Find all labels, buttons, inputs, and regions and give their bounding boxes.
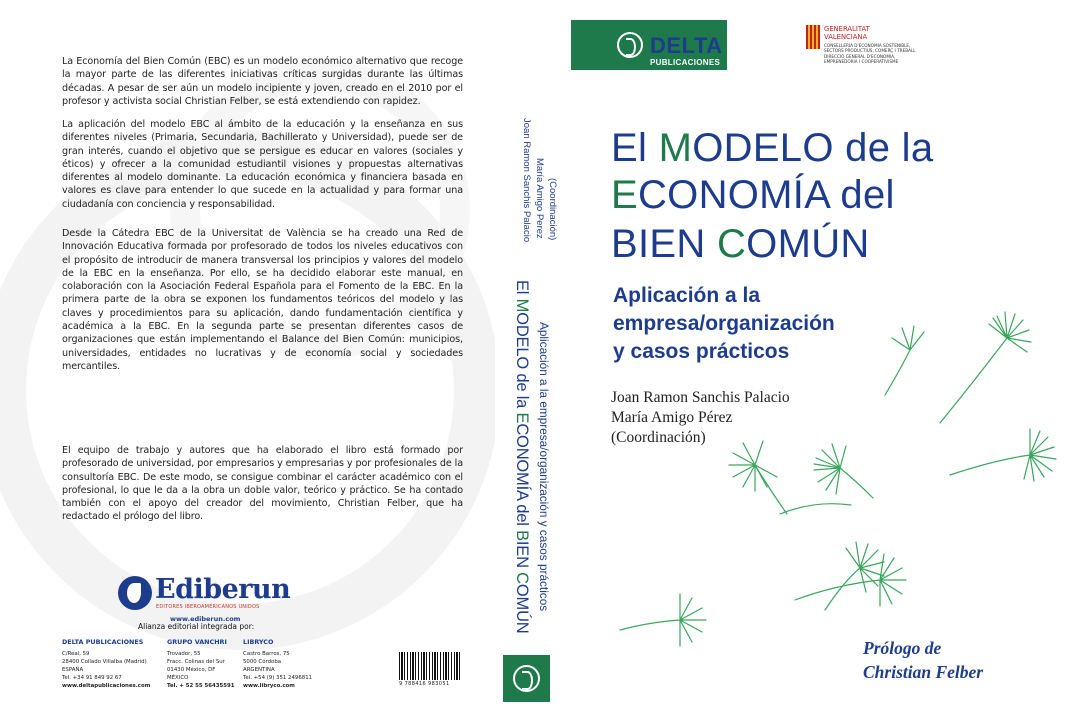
partner-line: ESPAÑA [62, 667, 84, 673]
partner-web: www.deltapublicaciones.com [62, 683, 151, 689]
partner-line: ARGENTINA [243, 667, 275, 673]
seed-pappus [680, 594, 706, 646]
partner-delta [62, 638, 150, 690]
partner-web: Tel. + 52 55 56435591 [167, 683, 235, 689]
dandelion-seed-illustration [555, 300, 1074, 722]
generalitat-emblem-icon [806, 25, 820, 49]
prologue-line-2: Christian Felber [863, 662, 984, 682]
partner-line: MÉXICO [167, 675, 189, 681]
seed-pappus [729, 441, 777, 491]
back-paragraph-4: El equipo de trabajo y autores que ha elaborado el libro está formado por profesorado de universidad, por empresarios y empresarias y por profesionales de la consultoría EBC. De este modo, se consigue combinar el carácter académico con el profesional, lo que le da a la obra un doble valor, teórico y práctico. Se ha contado también con el apoyo del creador del movimiento, Christian Felber, que ha redactado el prólogo del libro. [62, 445, 463, 523]
ediberun-name: Ediberun [155, 574, 291, 605]
barcode [399, 652, 461, 680]
title-part: M [658, 126, 693, 170]
seed-stem [620, 620, 680, 630]
spine-title-part: El [513, 280, 531, 299]
spine-title-part: C [513, 572, 531, 584]
partner-line: Tel. +34 91 849 92 67 [62, 675, 122, 681]
spine-title [512, 280, 531, 634]
partner-web: www.libryco.com [243, 683, 295, 689]
seed-stem [840, 468, 873, 498]
title-part: OMÚN [746, 222, 870, 266]
author-2: María Amigo Pérez [611, 409, 733, 426]
title-part: C [716, 222, 747, 266]
partner-name: GRUPO VANCHRI [167, 638, 227, 646]
back-paragraph-3: Desde la Cátedra EBC de la Universitat de València se ha creado una Red de Innovación Educativa formada por profesorado de todos los niveles educativos con el propósito de introducir de manera transversal los principios y valores del modelo de la EBC en la enseñanza. Por ello, se ha decidido elaborar este manual, en colaboración con la Asociación Federal Española para el Fomento de la EBC. En la primera parte de la obra se exponen los fundamentos teóricos del modelo y las claves y procedimientos para su aplicación, dando fundamentación científica y académica a la EBC. En la segunda parte se presentan diferentes casos de organizaciones que están implementando el Balance del Bien Común: municipios, universidades, entidades no lucrativas y de economía social y sociedades mercantiles. [62, 228, 463, 372]
title-part: ODELO de la [692, 126, 934, 170]
subtitle-line-2: empresa/organización [613, 312, 835, 335]
spine-title-part: ODELO de la [513, 312, 531, 413]
subtitle-line-3: y casos prácticos [613, 340, 790, 363]
seed-stem [780, 504, 851, 514]
back-paragraph-2: La aplicación del modelo EBC al ámbito de la educación y la enseñanza en sus diferentes niveles (Primaria, Secundaria, Bachillerato y Universidad), puede ser de gran interés, cuando el objetivo que se persigue es educar en valores (sociales y éticos) y ofrecer a la comunidad estudiantil visiones y propuestas alternativas diferentes al modelo dominante. La educación económica y financiera basada en valores es clave para entender lo que sucede en la actualidad y para formar una ciudadanía con conciencia y responsabilidad. [62, 119, 463, 210]
partner-name: LIBRYCO [243, 638, 274, 646]
barcode-number: 9 788416 983051 [399, 681, 450, 687]
spine-author-1: Joan Ramon Sanchis Palacio [521, 118, 532, 243]
seed-stem [795, 580, 880, 600]
seed-stem [885, 350, 910, 395]
generalitat-logo [806, 25, 926, 80]
partner-line: 01430 México, DF [167, 667, 216, 673]
title-part: CONOMÍA del [637, 173, 895, 217]
partner-line: 28400 Collado Villalba (Madrid) [62, 659, 147, 665]
generalitat-text: CONSELLERIA D'ECONOMIA SOSTENIBLE, SECTORS PRODUCTIUS, COMERÇ I TREBALL DIRECCIÓ GENERAL D'ECONOMIA, EMPRENEDORIA I COOPERATIVISME [824, 43, 916, 65]
partner-line: Fracc. Colinas del Sur [167, 659, 225, 665]
spine-title-part: CONOMÍA del [513, 423, 531, 531]
spine-subtitle: Aplicación a la empresa/organización y casos prácticos [537, 322, 551, 612]
author-3: (Coordinación) [611, 429, 706, 446]
spine-title-part: B [513, 530, 531, 541]
partner-name: DELTA PUBLICACIONES [62, 638, 144, 646]
spine-title-part: IEN [513, 540, 531, 573]
ediberun-web: www.ediberun.com [170, 615, 241, 623]
seed-pappus [989, 312, 1031, 352]
generalitat-name: GENERALITAT VALENCIANA [824, 25, 870, 41]
alliance-label: Alianza editorial integrada por: [138, 622, 255, 631]
spine-delta-logo [503, 655, 550, 702]
ediberun-logo-icon [118, 576, 152, 610]
spine-title-part: E [513, 412, 531, 424]
title-part: B [611, 222, 638, 266]
partner-line: 5000 Córdoba [243, 659, 282, 665]
prologue-line-1: Prólogo de [863, 638, 942, 658]
spine-author-3: (Coordinación) [547, 178, 558, 241]
partner-vanchri [167, 638, 235, 690]
delta-logo-word: DELTA [650, 33, 723, 58]
seed-stem [950, 455, 1030, 475]
partner-line: Trovador, 55 [167, 651, 201, 657]
delta-logo-icon [617, 32, 643, 58]
author-1: Joan Ramon Sanchis Palacio [611, 389, 790, 406]
spine-title-part: OMÚN [513, 583, 531, 634]
delta-logo-subtitle: PUBLICACIONES [650, 58, 721, 67]
title-part: IEN [637, 222, 717, 266]
seed-stem [940, 338, 1007, 423]
delta-logo-icon [513, 665, 540, 692]
ediberun-logo [118, 576, 293, 612]
title-line-2 [611, 173, 895, 218]
partner-libryco [243, 638, 312, 690]
subtitle-line-1: Aplicación a la [613, 284, 761, 307]
title-part: El [611, 126, 659, 170]
title-part: E [611, 173, 638, 217]
title-line-1 [611, 126, 933, 171]
partner-line: C/Real, 59 [62, 651, 90, 657]
seed-pappus [892, 326, 924, 350]
spine-title-part: M [513, 298, 531, 313]
title-line-3 [611, 222, 870, 267]
back-paragraph-1: La Economía del Bien Común (EBC) es un modelo económico alternativo que recoge la mayor parte de las diferentes iniciativas críticas surgidas durante las últimas décadas. A pesar de ser aún un modelo incipiente y joven, creado en el 2010 por el profesor y activista social Christian Felber, se está extendiendo con rapidez. [62, 56, 463, 107]
spine-author-2: María Amigo Perez [534, 158, 545, 239]
partner-line: Tel. +54 (9) 351 2496811 [243, 675, 313, 681]
ediberun-tagline: EDITORES IBEROAMERICANOS UNIDOS [156, 604, 260, 610]
partner-line: Castro Barros, 75 [243, 651, 290, 657]
